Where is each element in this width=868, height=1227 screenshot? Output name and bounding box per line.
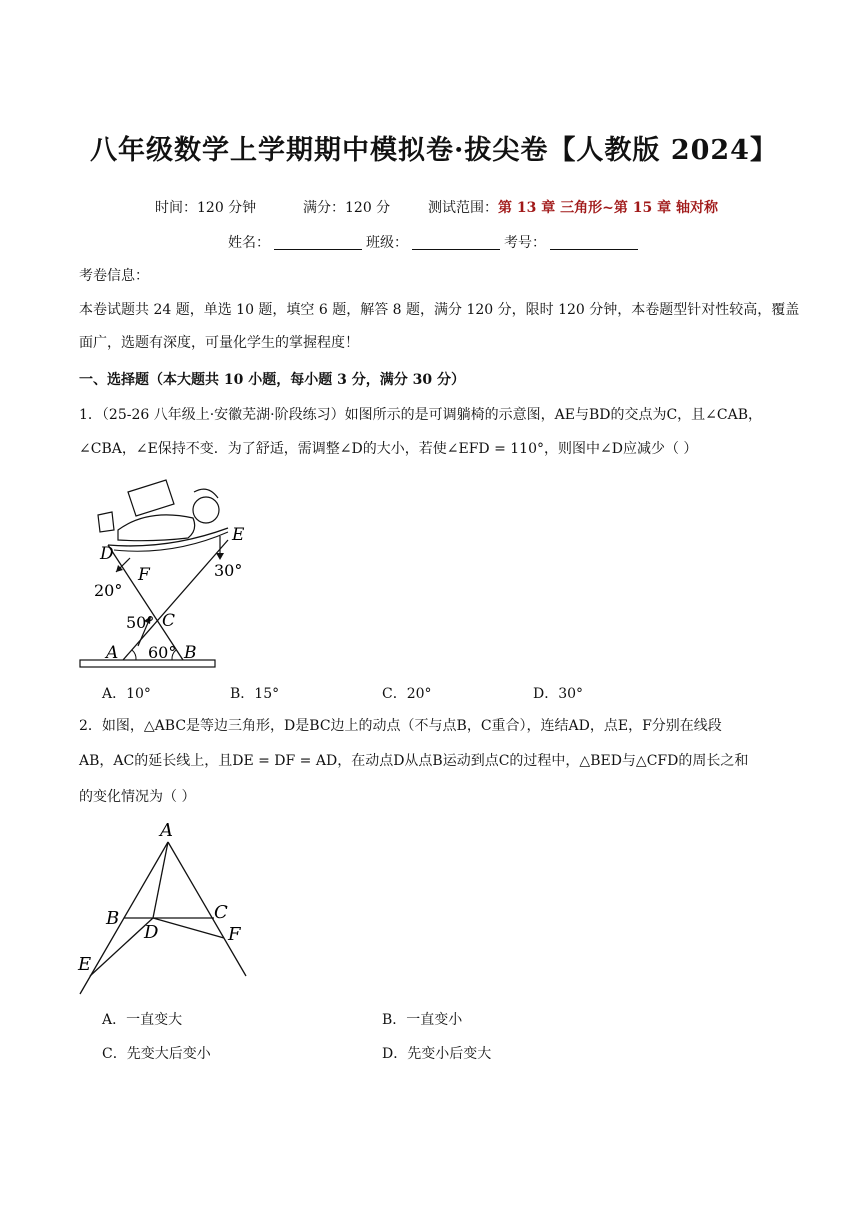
student-info-row [228,232,642,252]
full-score: 满分：120 分 [303,200,391,216]
label-a: A [106,643,119,663]
q1-option-a[interactable]: A．10° [102,686,151,702]
exam-info-heading: 考卷信息： [79,268,149,284]
person-body [118,515,195,541]
line-af [168,842,246,976]
q1-figure [78,470,258,675]
q1-line2: ∠CBA，∠E保持不变．为了舒适，需调整∠D的大小，若使∠EFD = 110°，则图中∠D应减少（ ） [79,441,698,457]
exam-info-line2: 面广，选题有深度，可量化学生的掌握程度！ [79,335,359,351]
angle-30: 30° [214,561,243,580]
q2-figure [76,818,256,1000]
angle-50: 50° [126,613,155,632]
q2-option-d[interactable]: D．先变小后变大 [382,1046,492,1062]
test-scope [428,197,718,217]
leg-ae [123,540,228,660]
seat-line [108,528,228,546]
class-field[interactable] [412,235,500,250]
exam-no-field[interactable] [550,235,638,250]
label-b: B [184,643,197,663]
test-scope-label: 测试范围： [428,200,498,216]
q2-option-b[interactable]: B．一直变小 [382,1012,463,1028]
label-c: C [162,611,176,631]
label-b: B [106,908,120,929]
exam-info-line1: 本卷试题共 24 题，单选 10 题，填空 6 题，解答 8 题，满分 120 分，限时 120 分钟，本卷题型针对性较高，覆盖 [79,302,800,318]
class-label: 班级： [366,235,408,251]
person-head [193,497,219,523]
seat-line-2 [114,532,228,551]
q2-line1: 2．如图，△ABC是等边三角形，D是BC边上的动点（不与点B，C重合），连结AD，点E，F分别在线段 [79,718,722,734]
label-d: D [144,922,159,943]
page-title: 八年级数学上学期期中模拟卷·拔尖卷【人教版 2024】 [90,135,778,166]
label-d: D [100,544,114,564]
q2-option-c[interactable]: C．先变大后变小 [102,1046,211,1062]
test-scope-value: 第 13 章 三角形~第 15 章 轴对称 [498,200,718,216]
label-f: F [228,924,241,945]
angle-a-arc [132,650,136,660]
angle-60: 60° [148,643,177,662]
q2-line2: AB，AC的延长线上，且DE = DF = AD，在动点D从点B运动到点C的过程中，△BED与△CFD的周长之和 [79,753,749,769]
label-c: C [214,902,228,923]
segment-ad [153,842,168,918]
q2-option-a[interactable]: A．一直变大 [102,1012,183,1028]
exam-no-label: 考号： [504,235,546,251]
section1-heading: 一、选择题（本大题共 10 小题，每小题 3 分，满分 30 分） [79,372,465,388]
exam-time: 时间：120 分钟 [155,200,257,216]
name-label: 姓名： [228,235,270,251]
q1-option-b[interactable]: B．15° [230,686,280,702]
person-foot [98,512,114,532]
arrow-e-head [216,553,224,560]
q2-line3: 的变化情况为（ ） [79,789,196,805]
book-shape [128,480,174,516]
label-f: F [138,565,150,585]
label-e: E [78,954,92,975]
label-e: E [232,525,245,545]
q1-line1: 1．（25-26 八年级上·安徽芜湖·阶段练习）如图所示的是可调躺椅的示意图，AE与BD的交点为C，且∠CAB， [79,407,763,423]
name-field[interactable] [274,235,362,250]
label-a: A [160,820,173,841]
q1-option-c[interactable]: C．20° [382,686,432,702]
q1-option-d[interactable]: D．30° [533,686,584,702]
angle-20: 20° [94,581,123,600]
